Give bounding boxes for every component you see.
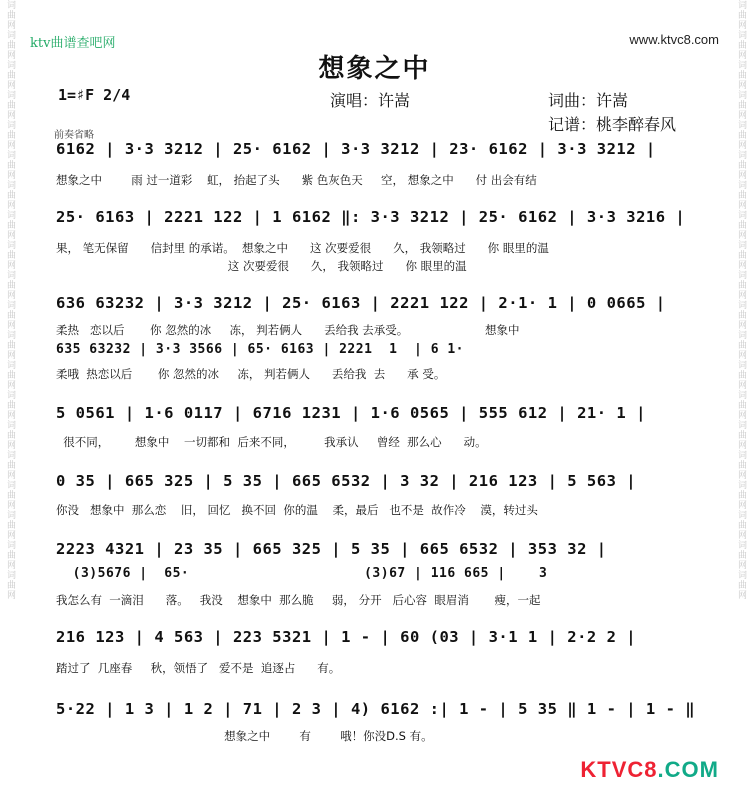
notes-line: 216 123 | 4 563 | 223 5321 | 1 - | 60 (03 | 3·1 1 | 2·2 2 | [56,628,637,646]
lyric-line: 想象之中 雨 过一道彩 虹， 抬起了头 紫 色灰色天 空， 想象之中 付 出会有结 [56,173,537,187]
score-system-8 [56,700,696,750]
logo-green: .COM [657,757,719,782]
singer-credit: 演唱：许嵩 [330,91,411,110]
score-system-7 [56,628,696,678]
lyric-line: 我怎么有 一滴泪 落。 我没 想象中 那么脆 弱， 分开 后心容 眼眉消 瘦，一起 [56,593,541,607]
notes-line: 2223 4321 | 23 35 | 665 325 | 5 35 | 665 6532 | 353 32 | [56,540,607,558]
notes-line: 25· 6163 | 2221 122 | 1 6162 ‖: 3·3 3212 | 25· 6162 | 3·3 3216 | [56,208,686,226]
score-system-1 [56,140,696,196]
lyric-line: 柔哦 热恋以后 你 忽然的冰 冻， 判若俩人 丢给我 去 承 受。 [56,367,446,381]
notes-line: 636 63232 | 3·3 3212 | 25· 6163 | 2221 122 | 2·1· 1 | 0 0665 | [56,294,666,312]
site-logo [580,757,719,783]
site-name-left: ktv曲谱查吧网 [30,36,116,51]
watermark-right: 词曲网词曲网词曲网词曲网词曲网词曲网词曲网词曲网词曲网词曲网词曲网词曲网词曲网词曲网词曲网词曲网词曲网词曲网词曲网词曲网 [736,0,746,600]
lyric-line: 你没 想象中 那么恋 旧， 回忆 换不回 你的温 柔，最后 也不是 故作冷 漠，转过头 [56,503,538,517]
score-system-6 [56,540,696,610]
notes-line: 5 0561 | 1·6 0117 | 6716 1231 | 1·6 0565 | 555 612 | 21· 1 | [56,404,646,422]
composer-credit: 词曲：许嵩 [548,91,629,110]
lyric-line: 很不同， 想象中 一切都和 后来不同， 我承认 曾经 那么心 动。 [56,435,487,449]
lyric-line: 果， 笔无保留 信封里 的承诺。 想象之中 这 次要爱很 久， 我领略过 你 眼里的温 [56,241,549,255]
lyric-line: 这 次要爱很 久， 我领略过 你 眼里的温 [56,259,467,273]
score-system-4 [56,404,696,454]
lyric-line: 柔热 恋以后 你 忽然的冰 冻， 判若俩人 丢给我 去承受。 想象中 [56,323,520,337]
notes-line-alt: 635 63232 | 3·3 3566 | 65· 6163 | 2221 1 | 6 1· [56,342,465,357]
score-system-3 [56,294,696,384]
site-url-right: www.ktvc8.com [629,32,719,47]
song-title: 想象之中 [318,54,431,84]
notes-line: 0 35 | 665 325 | 5 35 | 665 6532 | 3 32 | 216 123 | 5 563 | [56,472,637,490]
key-signature: 1=♯F 2/4 [58,86,131,104]
watermark-left: 词曲网词曲网词曲网词曲网词曲网词曲网词曲网词曲网词曲网词曲网词曲网词曲网词曲网词曲网词曲网词曲网词曲网词曲网词曲网词曲网 [5,0,15,600]
intro-label: 前奏省略 [54,130,94,141]
logo-red: KTVC8 [580,757,658,782]
transcriber-credit: 记谱：桃李醉春风 [548,115,677,134]
notes-line: 6162 | 3·3 3212 | 25· 6162 | 3·3 3212 | 23· 6162 | 3·3 3212 | [56,140,656,158]
lyric-line: 想象之中 有 哦！你没D.S 有。 [56,729,433,743]
lyric-line: 踏过了 几座春 秋，领悟了 爱不是 追逐占 有。 [56,661,341,675]
notes-line-alt: (3)5676 | 65· (3)67 | 116 665 | 3 [56,566,548,581]
score-system-5 [56,472,696,522]
score-system-2 [56,208,696,274]
notes-line: 5·22 | 1 3 | 1 2 | 71 | 2 3 | 4) 6162 :| 1 - | 5 35 ‖ 1 - | 1 - ‖ [56,700,696,718]
